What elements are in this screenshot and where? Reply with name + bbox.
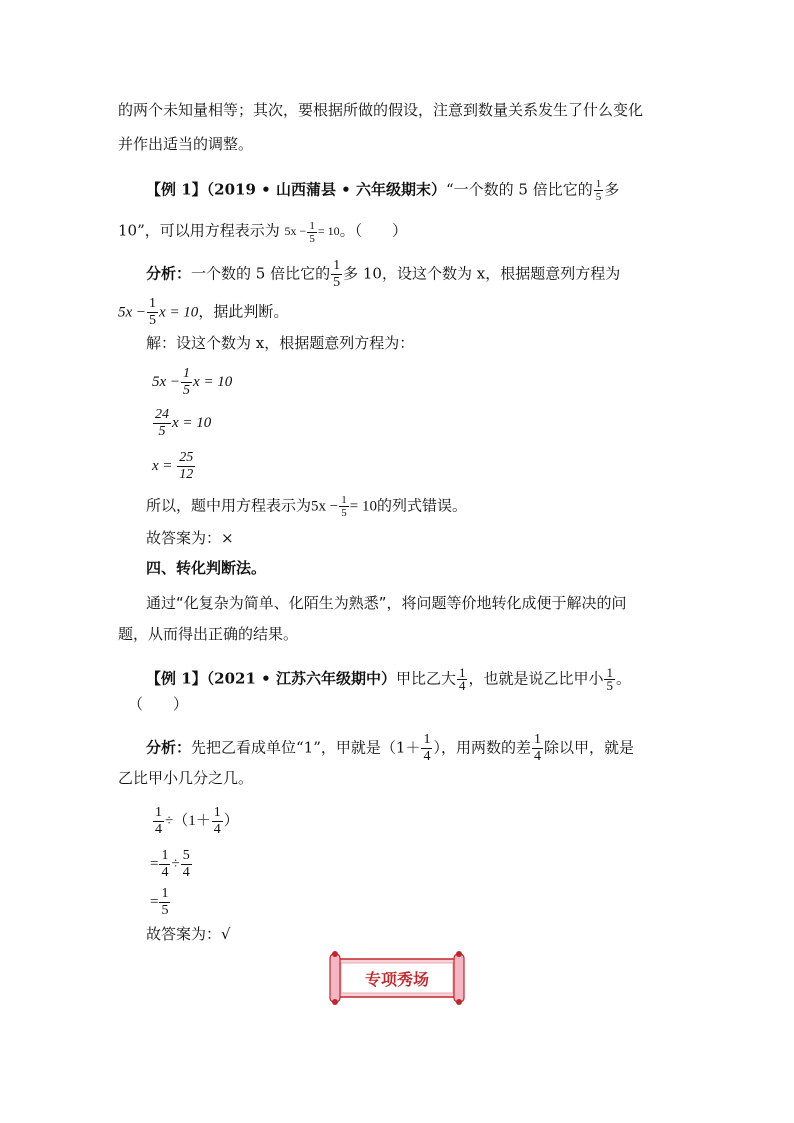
example1-question: 【例 1】（2019 • 山西蒲县 • 六年级期末）“一个数的 5 倍比它的 $\frac{1}{5}$ 多 <box>146 178 620 203</box>
example2-question: 【例 1】（2021 • 江苏六年级期中）甲比乙大 $\frac{1}{4}$ ，也就是说乙比甲小 $\frac{1}{5}$ 。 <box>146 665 631 693</box>
banner-title: 专项秀场 <box>364 970 429 989</box>
section-text-2: 题，从而得出正确的结果。 <box>118 625 299 643</box>
example1-analysis: 分析：一个数的 5 倍比它的 $\frac{1}{5}$ 多 10，设这个数为 x，根据题意列方程为 <box>146 258 621 290</box>
solution-step-3: x = $\frac{25}{12}$ <box>152 450 194 482</box>
solution-intro: 解：设这个数为 x，根据题意列方程为： <box>146 334 415 352</box>
fraction-one-fifth: $\frac{1}{5}$ <box>333 258 341 290</box>
solution-step-2: $\frac{24}{5}$ x = 10 <box>155 407 212 439</box>
calc-step-2: = $\frac{1}{4}$ ÷ $\frac{5}{4}$ <box>150 848 190 880</box>
example2-analysis-cont: 乙比甲小几分之几。 <box>118 769 254 787</box>
intro-line-2: 并作出适当的调整。 <box>118 135 254 153</box>
example1-analysis-equation: 5x − $\frac{1}{5}$ x = 10，据此判断。 <box>118 296 289 328</box>
section-heading: 四、转化判断法。 <box>146 559 267 577</box>
example2-source: （2021 • 江苏六年级期中） <box>206 669 396 688</box>
calc-step-1: $\frac{1}{4}$ ÷（1＋ $\frac{1}{4}$ ） <box>155 805 239 837</box>
example1-question-text: “一个数的 5 倍比它的 <box>446 180 593 199</box>
example2-analysis: 分析：先把乙看成单位“1”，甲就是（1＋ $\frac{1}{4}$ ），用两数的差 $\frac{1}{4}$ 除以甲，就是 <box>146 732 634 764</box>
section-banner <box>326 950 468 1005</box>
fraction-one-fifth: $\frac{1}{5}$ <box>595 178 602 203</box>
solution-step-1: 5x − $\frac{1}{5}$ x = 10 <box>152 366 233 398</box>
example1-answer: 故答案为：× <box>146 529 234 547</box>
example1-question-cont: 10”，可以用方程表示为 5x − $\frac{1}{5}$ = 10。（ ） <box>118 220 408 245</box>
example1-source: （2019 • 山西蒲县 • 六年级期末） <box>206 180 446 199</box>
example2-blank: （ ） <box>128 695 189 713</box>
calc-step-3: = $\frac{1}{5}$ <box>150 886 169 918</box>
intro-line-1: 的两个未知量相等；其次，要根据所做的假设，注意到数量关系发生了什么变化 <box>118 101 644 119</box>
example1-tag: 【例 1】 <box>146 180 207 199</box>
analysis-label: 分析： <box>146 264 192 283</box>
equation-given: 5x − $\frac{1}{5}$ = 10 <box>284 220 340 245</box>
example1-conclusion: 所以，题中用方程表示为5x − $\frac{1}{5}$ = 10的列式错误。 <box>146 494 467 519</box>
example2-answer: 故答案为：√ <box>146 925 231 943</box>
section-text-1: 通过“化复杂为简单、化陌生为熟悉”，将问题等价地转化成便于解决的问 <box>146 594 627 612</box>
example2-tag: 【例 1】 <box>146 669 207 688</box>
